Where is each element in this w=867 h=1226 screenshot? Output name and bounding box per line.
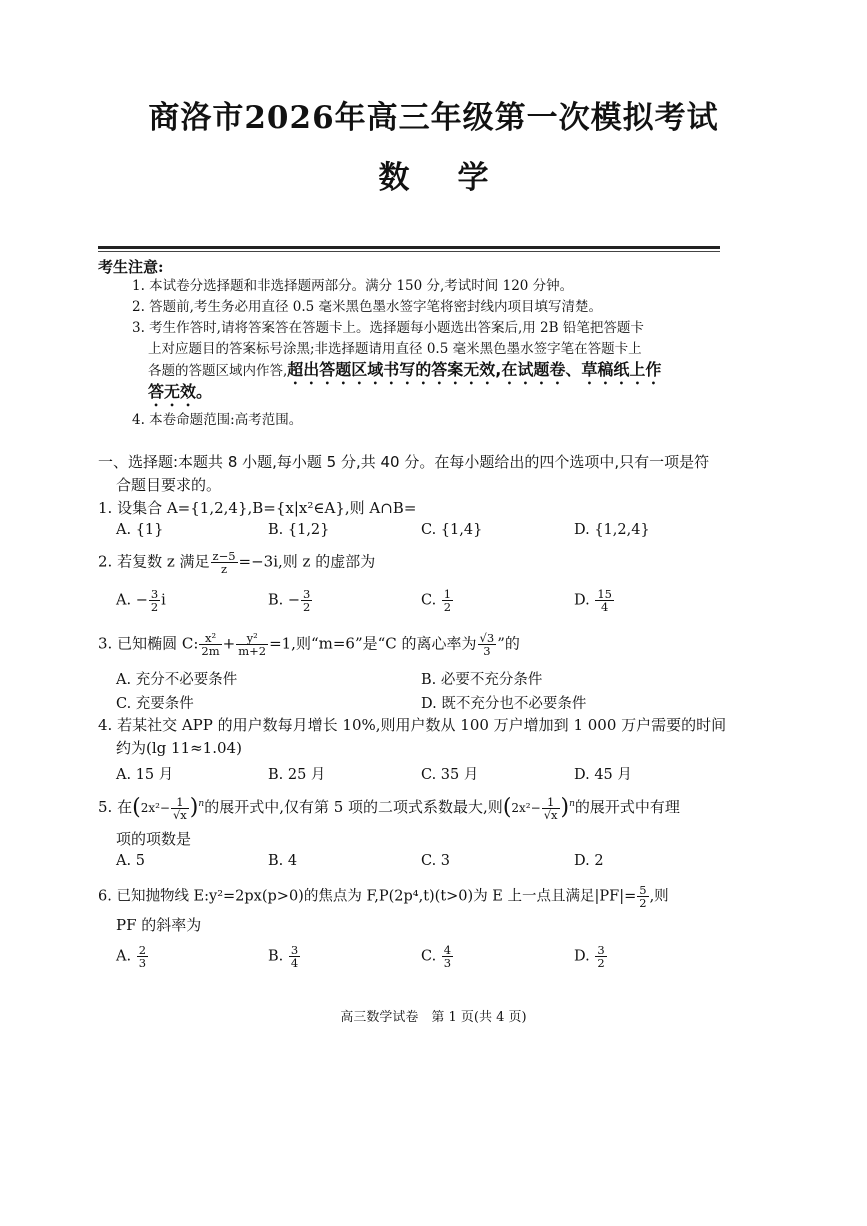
q2-d-label: D. [574, 592, 595, 609]
question-3-stem [98, 632, 520, 657]
q3-plus: + [222, 634, 236, 653]
page-footer: 高三数学试卷 第 1 页(共 4 页) [340, 1010, 527, 1025]
notice-item-3-line-2: 上对应题目的答案标号涂黑;非选择题请用直径 0.5 毫米黑色墨水签字笔在答题卡上 [148, 341, 642, 357]
q3-f3-den: 3 [483, 644, 491, 658]
q5-frac [171, 796, 189, 821]
q2-d-num: 15 [597, 587, 612, 601]
q6-option-a [116, 944, 149, 969]
q1-option-b: B. {1,2} [268, 522, 330, 538]
header-divider-thin [98, 251, 720, 252]
q5-paren-open-2: ( [502, 795, 512, 820]
q5-exponent-2: n [569, 799, 575, 809]
q2-a-label: A. − [116, 592, 148, 609]
q6-b-label: B. [268, 948, 288, 965]
q6-stem-pre: 6. 已知抛物线 E:y²=2px(p>0)的焦点为 F,P(2p⁴,t)(t>0)为 E 上一点且满足|PF|= [98, 888, 637, 905]
q6-a-den: 3 [138, 956, 147, 970]
q2-d-den: 4 [600, 600, 609, 614]
q6-option-b [268, 944, 301, 969]
q2-stem-post: =−3i,则 z 的虚部为 [238, 552, 376, 571]
q2-fraction [211, 550, 238, 575]
question-2-stem [98, 550, 375, 575]
q6-frac [637, 884, 648, 909]
q6-a-label: A. [116, 948, 136, 965]
question-5-line-1 [98, 793, 680, 821]
q2-a-den: 2 [150, 600, 159, 614]
q6-d-frac [595, 944, 606, 969]
q5-frac-num-2: 1 [542, 796, 560, 809]
q2-option-d [574, 588, 615, 613]
q6-stem-post: ,则 [649, 888, 669, 905]
header-divider [98, 246, 720, 249]
q5-option-c: C. 3 [421, 853, 451, 869]
q6-b-frac [289, 944, 300, 969]
question-6-line-1 [98, 884, 669, 909]
notice-item-3-line-1: 3. 考生作答时,请将答案答在答题卡上。选择题每小题选出答案后,用 2B 铅笔把答题卡 [132, 320, 644, 336]
q5-option-a: A. 5 [116, 853, 145, 869]
q2-c-frac [442, 588, 453, 613]
subject-char-1: 数 [378, 160, 410, 196]
exam-title: 商洛市2026年高三年级第一次模拟考试 [148, 100, 719, 136]
q2-a-suffix: i [161, 592, 166, 609]
q6-c-label: C. [421, 948, 441, 965]
q4-option-d: D. 45 月 [574, 767, 632, 783]
q2-a-frac [149, 588, 160, 613]
q1-option-d: D. {1,2,4} [574, 522, 650, 538]
q6-option-c [421, 944, 454, 969]
q5-paren-open: ( [132, 795, 141, 820]
q3-option-b: B. 必要不充分条件 [421, 672, 543, 688]
q6-frac-den: 2 [639, 896, 647, 910]
q4-option-b: B. 25 月 [268, 767, 326, 783]
q6-option-d [574, 944, 608, 969]
notice-item-1: 1. 本试卷分选择题和非选择题两部分。满分 150 分,考试时间 120 分钟。 [132, 278, 574, 294]
q5-pre: 5. 在 [98, 798, 133, 816]
notice-item-3-emphasis: 超出答题区域书写的答案无效,在试题卷、草稿纸上作 [287, 360, 662, 379]
q2-b-frac [301, 588, 312, 613]
q2-d-frac [595, 588, 614, 613]
q6-b-num: 3 [290, 943, 299, 957]
q4-option-c: C. 35 月 [421, 767, 479, 783]
notice-item-3-emphasis-end: 答无效。 [148, 382, 213, 401]
q6-a-frac [137, 944, 148, 969]
q5-post: 的展开式中有理 [574, 798, 680, 816]
q6-b-den: 4 [290, 956, 299, 970]
q3-option-c: C. 充要条件 [116, 696, 194, 712]
q1-option-a: A. {1} [116, 522, 164, 538]
q3-option-d: D. 既不充分也不必要条件 [421, 696, 587, 712]
q1-option-c: C. {1,4} [421, 522, 483, 538]
q3-f3-num: √3 [479, 631, 495, 645]
q5-frac-2 [542, 796, 560, 821]
q5-paren-close-2: ) [560, 795, 570, 820]
q3-f1-den: 2m [201, 644, 220, 658]
subject-title [0, 152, 867, 197]
q3-stem-pre: 3. 已知椭圆 C: [98, 634, 199, 653]
question-1-stem: 1. 设集合 A={1,2,4},B={x|x²∈A},则 A∩B= [98, 499, 417, 517]
q2-b-label: B. − [268, 592, 301, 609]
q6-d-num: 3 [597, 943, 605, 957]
notice-item-3-line-3 [148, 360, 661, 388]
notice-item-4: 4. 本卷命题范围:高考范围。 [132, 412, 303, 428]
q3-f2-num: y² [236, 632, 268, 645]
q3-frac-2 [236, 632, 268, 657]
q3-option-a: A. 充分不必要条件 [116, 672, 238, 688]
q2-a-num: 3 [150, 587, 159, 601]
question-4-line-2: 约为(lg 11≈1.04) [116, 739, 242, 757]
q5-option-b: B. 4 [268, 853, 298, 869]
notice-heading: 考生注意: [98, 258, 164, 276]
q2-c-label: C. [421, 592, 441, 609]
q6-a-num: 2 [138, 943, 147, 957]
q6-frac-num: 5 [639, 883, 647, 897]
q3-stem-mid: =1,则“m=6”是“C 的离心率为 [269, 634, 477, 653]
q4-option-a: A. 15 月 [116, 767, 174, 783]
q6-c-frac [442, 944, 453, 969]
q6-d-den: 2 [597, 956, 605, 970]
q2-frac-num: z−5 [212, 549, 236, 563]
notice-item-2: 2. 答题前,考生务必用直径 0.5 毫米黑色墨水签字笔将密封线内项目填写清楚。 [132, 299, 603, 315]
q6-d-label: D. [574, 948, 595, 965]
q3-frac-1 [199, 632, 221, 657]
q5-exponent: n [198, 799, 205, 809]
q2-frac-den: z [221, 562, 228, 576]
question-5-line-2: 项的项数是 [116, 830, 192, 848]
q5-option-d: D. 2 [574, 853, 604, 869]
q2-option-c [421, 588, 454, 613]
q6-c-num: 4 [443, 943, 452, 957]
section-line-1: 一、选择题:本题共 8 小题,每小题 5 分,共 40 分。在每小题给出的四个选项中,只有一项是符 [98, 453, 710, 471]
q3-stem-post: ”的 [497, 634, 520, 653]
q5-frac-num: 1 [171, 796, 189, 809]
section-heading [98, 451, 720, 497]
q2-b-den: 2 [303, 600, 311, 614]
q3-frac-3 [478, 632, 497, 657]
q2-option-a [116, 588, 166, 613]
q5-frac-den-2: √x [543, 807, 558, 822]
question-6-line-2: PF 的斜率为 [116, 916, 202, 934]
q2-stem-pre: 2. 若复数 z 满足 [98, 552, 210, 571]
q2-b-num: 3 [303, 587, 311, 601]
q5-mid: 的展开式中,仅有第 5 项的二项式系数最大,则 [204, 798, 503, 816]
section-line-2: 合题目要求的。 [116, 476, 222, 494]
q2-c-num: 1 [443, 587, 452, 601]
q2-option-b [268, 588, 313, 613]
q5-expr-a-2: 2x²− [511, 801, 541, 815]
question-4-line-1: 4. 若某社交 APP 的用户数每月增长 10%,则用户数从 100 万户增加到 1 000 万户需要的时间 [98, 716, 727, 734]
q5-frac-den: √x [172, 807, 187, 822]
subject-char-2: 学 [457, 160, 489, 196]
q6-c-den: 3 [443, 956, 452, 970]
q5-expr-a: 2x²− [140, 801, 170, 815]
q3-f2-den: m+2 [238, 644, 267, 658]
q3-f1-num: x² [199, 632, 221, 645]
q5-paren-close: ) [189, 795, 199, 820]
notice-item-3-text: 各题的答题区域内作答, [148, 363, 288, 379]
q2-c-den: 2 [443, 600, 452, 614]
